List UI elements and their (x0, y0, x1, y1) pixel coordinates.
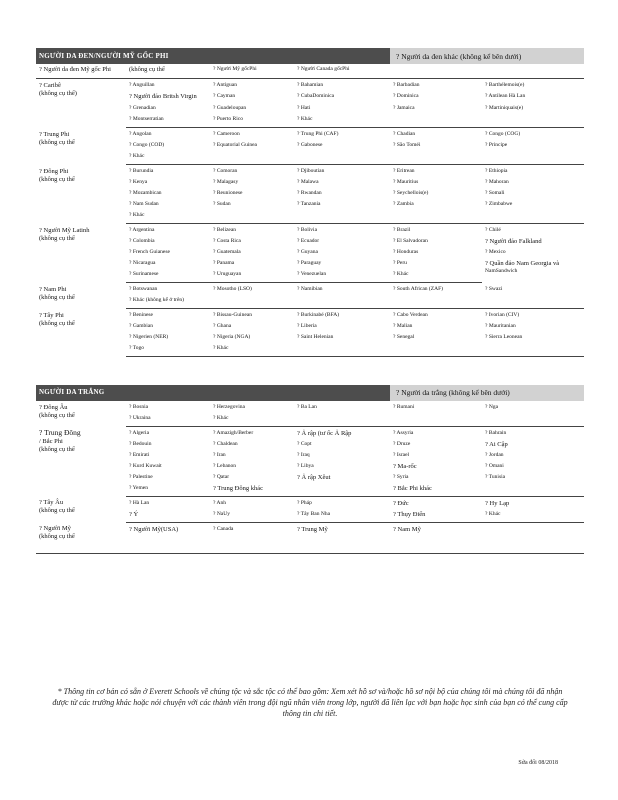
option-bissau-guinean[interactable]: ? Bissau-Guinean (213, 312, 252, 318)
option-lebanon[interactable]: ? Lebanon (213, 462, 237, 469)
option-falkland[interactable]: ? Người đảo Falkland (485, 238, 542, 245)
option-nigerien[interactable]: ? Nigerien (NER) (129, 334, 169, 340)
option-senegal[interactable]: ? Senegal (393, 334, 415, 340)
option-other[interactable]: ? Khác (390, 269, 482, 283)
section-title-black: NGƯỜI DA ĐEN/NGƯỜI MỸ GỐC PHI (36, 48, 390, 64)
option-amazigh[interactable]: ? Amazigh/Berber (213, 429, 254, 436)
option-sao-tome[interactable]: ? São Toméi (393, 142, 421, 148)
option-israel[interactable]: ? Israel (393, 451, 410, 458)
option-bahrain[interactable]: ? Bahrain (485, 429, 507, 436)
option-copt[interactable]: ? Copt (297, 440, 312, 447)
option-poland[interactable]: ? Ba Lan (297, 403, 317, 410)
option-other-north-africa[interactable]: ? Bắc Phi khác (390, 483, 482, 497)
west-africa-row (36, 309, 584, 322)
option-tanzania[interactable]: ? Tanzania (297, 201, 321, 207)
option-mexico[interactable]: ? Mexico (485, 249, 506, 255)
option-belizean[interactable]: ? Belizean (213, 227, 237, 233)
option-ecuador[interactable]: ? Ecuador (297, 238, 320, 244)
option-mauritian[interactable]: ? Mauritius (393, 179, 419, 185)
region-eastern-europe[interactable]: ? Đông Âu (không cụ thể (39, 403, 75, 419)
american-row (36, 522, 584, 554)
option-south-african[interactable]: ? South African (ZAF) (393, 286, 443, 292)
option-assyria[interactable]: ? Assyria (393, 429, 414, 436)
option-egypt[interactable]: ? Ai Cập (485, 440, 508, 448)
region-western-europe[interactable]: ? Tây Âu (không cụ thể (39, 499, 75, 514)
option-puerto-rico[interactable]: ? Puerto Rico (210, 114, 294, 128)
option-ethiopian[interactable]: ? Ethiopia (485, 168, 508, 174)
option-mosotho[interactable]: ? Mosotho (LSO) (213, 286, 252, 292)
option-germany[interactable]: ? Đức (393, 499, 409, 507)
option-jamaica[interactable]: ? Jamaica (393, 105, 415, 111)
option-barbadian[interactable]: ? Barbadian (393, 82, 420, 88)
option-central-america[interactable]: ? Trung Mỹ (294, 522, 390, 554)
option-morocco[interactable]: ? Ma-rốc (393, 462, 417, 470)
section-header-white (36, 385, 584, 401)
section-header-black (36, 48, 584, 64)
option-libya[interactable]: ? Libya (297, 462, 314, 469)
mena-row (36, 426, 584, 439)
option-mozambican[interactable]: ? Mozambican (129, 190, 162, 196)
option-other[interactable]: ? Khác (126, 210, 210, 224)
option-greece[interactable]: ? Hy Lạp (485, 499, 510, 507)
latin-america-row (36, 224, 584, 237)
option-dominica[interactable]: ? Dominica (393, 93, 419, 99)
option-equatorial-guinea[interactable]: ? Equatorial Guinea (213, 142, 257, 148)
option-french-guianese[interactable]: ? French Guianese (129, 249, 170, 255)
option-comoran[interactable]: ? Comoran (213, 168, 238, 174)
footnote: * Thông tin cơ bản có sẵn ở Everett Schools về chủng tộc và sắc tộc có thể bao gồm: Xem xét hồ sơ và/hoặc hồ sơ nội bộ của chúng tôi mà chúng tôi đã nhận được từ các trường khác hoặc nói chuyện với các thành viên trong đội ngũ nhân viên trong lớp, người đã liên lạc với bạn hoặc học sinh của bạn có thể cung cấp thông tin chi tiết. (52, 687, 568, 718)
option-central-african[interactable]: ? Trung Phi (CAF) (297, 131, 339, 137)
option-italy[interactable]: ? Ý (126, 509, 210, 523)
option-england[interactable]: ? Anh (213, 499, 226, 506)
option-usa[interactable]: ? Người Mỹ(USA) (126, 522, 210, 554)
option-chadian[interactable]: ? Chadian (393, 131, 416, 137)
option-peru[interactable]: ? Peru (393, 260, 407, 266)
option-namibian[interactable]: ? Namibian (297, 286, 323, 292)
option-botswanan[interactable]: ? Botswanan (129, 286, 158, 292)
option-druze[interactable]: ? Druze (393, 440, 411, 447)
caribbean-row (36, 79, 584, 92)
option-congo-cod[interactable]: ? Congo (COD) (129, 142, 165, 148)
option-togo[interactable]: ? Togo (126, 343, 210, 357)
option-other[interactable]: ? Khác (482, 509, 584, 523)
option-ivorian[interactable]: ? Ivorian (CIV) (485, 312, 520, 318)
region-caribbean[interactable]: ? Caribê (không cụ thể) (39, 82, 77, 97)
option-iran[interactable]: ? Iran (213, 451, 226, 458)
option-barthelemois[interactable]: ? Barthélemois(e) (485, 82, 525, 88)
option-netherlands[interactable]: ? Hà Lan (129, 499, 150, 506)
option-burundian[interactable]: ? Burundia (129, 168, 154, 174)
section-spacer (36, 357, 584, 385)
option-nicaragua[interactable]: ? Nicaragua (129, 260, 156, 266)
option-mahoran[interactable]: ? Mahoran (485, 179, 509, 185)
option-swazi[interactable]: ? Swazi (485, 285, 503, 292)
option-ghana[interactable]: ? Ghana (213, 323, 232, 329)
option-martiniquais[interactable]: ? Martiniquais(e) (485, 105, 524, 111)
east-africa-row (36, 165, 584, 178)
option-argentina[interactable]: ? Argentina (129, 227, 155, 233)
option-afro-american[interactable]: ? Người Mỹ gốcPhi (210, 64, 294, 79)
option-guatemala[interactable]: ? Guatemala (213, 249, 241, 255)
option-dutch-antillean[interactable]: ? Antilean Hà Lan (485, 93, 526, 99)
other-black-option[interactable]: ? Người da đen khác (không kể bên dưới) (390, 48, 584, 64)
option-south-georgia[interactable]: ? Quần đảo Nam Georgia và NamSandwich (485, 260, 560, 274)
option-tunisia[interactable]: ? Tunisia (485, 473, 506, 480)
option-emirati[interactable]: ? Emirati (129, 451, 150, 458)
option-djiboutian[interactable]: ? Djiboutian (297, 168, 325, 174)
black-general-row (36, 64, 584, 79)
option-uruguayan[interactable]: ? Uruguayan (210, 269, 294, 283)
region-american[interactable]: ? Người Mỹ (không cụ thể (36, 522, 126, 554)
southern-africa-row (36, 283, 584, 296)
option-romania[interactable]: ? Rumani (393, 403, 415, 410)
revision-date: Sửa đổi 08/2018 (518, 760, 558, 766)
region-middle-east[interactable]: ? Trung Đông / Bắc Phi (không cụ thể (39, 428, 81, 453)
option-haiti[interactable]: ? Hati (297, 105, 311, 111)
option-syria[interactable]: ? Syria (393, 473, 409, 480)
other-white-option[interactable]: ? Người da trắng (không kể bên dưới) (390, 385, 584, 401)
option-el-salvador[interactable]: ? El Salvadoran (393, 238, 428, 244)
option-spain[interactable]: ? Tây Ban Nha (294, 509, 390, 523)
option-malawian[interactable]: ? Malawa (297, 179, 319, 185)
option-cayman[interactable]: ? Cayman (213, 93, 236, 99)
option-guyana[interactable]: ? Guyana (297, 249, 318, 255)
option-other[interactable]: ? Khác (không kể ở trên) (126, 295, 294, 309)
option-bahamian[interactable]: ? Bahamian (297, 82, 324, 88)
option-malian[interactable]: ? Malian (393, 323, 413, 329)
option-qatar[interactable]: ? Qatar (213, 473, 230, 480)
option-anguillan[interactable]: ? Anguillan (129, 82, 155, 88)
option-angolan[interactable]: ? Angolan (129, 131, 152, 137)
option-panama[interactable]: ? Panama (213, 260, 235, 266)
central-africa-row (36, 128, 584, 141)
option-palestine[interactable]: ? Palestine (129, 473, 153, 480)
option-seychellois[interactable]: ? Seychellois(e) (393, 190, 429, 196)
option-bedouin[interactable]: ? Bedouin (129, 440, 152, 447)
option-somali[interactable]: ? Somali (485, 190, 505, 196)
option-eritrean[interactable]: ? Eritrean (393, 168, 415, 174)
option-brazil[interactable]: ? Brazil (393, 227, 411, 233)
eastern-europe-row (36, 401, 584, 413)
western-europe-row (36, 496, 584, 509)
option-montserratian[interactable]: ? Montserratian (126, 114, 210, 128)
region-east-africa[interactable]: ? Đông Phi (không cụ thể (39, 167, 75, 183)
option-canada[interactable]: ? Canada (210, 522, 294, 554)
option-beninese[interactable]: ? Beninese (129, 312, 153, 318)
option-liberia[interactable]: ? Liberia (297, 323, 317, 329)
option-saint-helenian[interactable]: ? Saint Helenian (297, 334, 334, 340)
region-central-africa[interactable]: ? Trung Phi (không cụ thể (39, 130, 75, 146)
option-herzegovina[interactable]: ? Herzegovina (213, 403, 245, 410)
option-burkinabe[interactable]: ? Burkinabé (BFA) (297, 312, 340, 318)
option-jordan[interactable]: ? Jordan (485, 451, 504, 458)
option-antiguan[interactable]: ? Antiguan (213, 82, 237, 88)
region-latin-america[interactable]: ? Người Mỹ Latinh (không cụ thể (39, 226, 90, 242)
option-paraguay[interactable]: ? Paraguay (297, 260, 322, 266)
option-venezuelan[interactable]: ? Venezuelan (294, 269, 390, 283)
option-sierra-leonean[interactable]: ? Sierra Leonean (485, 334, 523, 340)
option-zimbabwe[interactable]: ? Zimbabwe (485, 201, 513, 207)
option-honduras[interactable]: ? Honduras (393, 249, 419, 255)
option-chaldean[interactable]: ? Chaldean (213, 440, 238, 447)
option-algeria[interactable]: ? Algeria (129, 429, 150, 436)
option-sweden[interactable]: ? Thụy Điển (390, 509, 482, 523)
option-mauritanian[interactable]: ? Mauritanian (485, 323, 516, 329)
option-ukraine[interactable]: ? Ukraina (126, 413, 210, 427)
option-nigeria[interactable]: ? Nigeria (NGA) (213, 334, 251, 340)
option-other[interactable]: ? Khác (210, 343, 294, 357)
option-gabonese[interactable]: ? Gabonese (297, 142, 323, 148)
option-grenadian[interactable]: ? Grenadian (129, 105, 156, 111)
option-afro-canadian[interactable]: ? Người Canada gốcPhi (294, 64, 390, 79)
ethnicity-form (36, 48, 584, 554)
option-other[interactable]: ? Khác (294, 114, 390, 128)
option-zambia[interactable]: ? Zambia (393, 201, 414, 207)
option-south-america[interactable]: ? Nam Mỹ (390, 522, 482, 554)
option-south-sudan[interactable]: ? Nam Sudan (129, 201, 159, 207)
option-british-virgin[interactable]: ? Người đảo Britsh Virgin (129, 93, 197, 100)
region-southern-africa[interactable]: ? Nam Phi (không cụ thể (39, 285, 75, 301)
option-costa-rica[interactable]: ? Costa Rica (213, 238, 241, 244)
option-principe[interactable]: ? Principe (485, 142, 508, 148)
option-iraq[interactable]: ? Iraq (297, 451, 310, 458)
option-other[interactable]: ? Khác (126, 151, 210, 165)
option-kurd-kuwait[interactable]: ? Kurd Kuwait (129, 462, 162, 469)
region-west-africa[interactable]: ? Tây Phi (không cụ thể (39, 311, 75, 327)
option-russia[interactable]: ? Nga (485, 403, 499, 410)
option-congo-cog[interactable]: ? Congo (COG) (485, 131, 521, 137)
option-unspecified: (không cụ thể (126, 64, 210, 79)
option-saudi[interactable]: ? Ả rập Xêut (297, 473, 331, 481)
option-other-middle-east[interactable]: ? Trung Đông khác (210, 483, 294, 497)
option-reunionese[interactable]: ? Reunionese (213, 190, 243, 196)
option-sudan[interactable]: ? Sudan (213, 201, 231, 207)
option-cabo-verdean[interactable]: ? Cabo Verdean (393, 312, 428, 318)
option-colombia[interactable]: ? Colombia (129, 238, 155, 244)
option-african-american[interactable]: ? Người da đen Mỹ gốc Phi (36, 64, 126, 79)
option-chile[interactable]: ? Chilé (485, 227, 501, 233)
option-gambian[interactable]: ? Gambian (129, 323, 153, 329)
option-other[interactable]: ? Khác (210, 413, 294, 427)
option-guadeloupan[interactable]: ? Guadeloupan (213, 105, 247, 111)
option-bosnia[interactable]: ? Bosnia (129, 403, 149, 410)
option-bolivia[interactable]: ? Bolivia (297, 227, 318, 233)
option-norway[interactable]: ? NaUy (210, 509, 294, 523)
option-yemen[interactable]: ? Yemen (126, 483, 210, 497)
option-surinamese[interactable]: ? Surinamese (126, 269, 210, 283)
section-title-white: NGƯỜI DA TRẮNG (36, 385, 390, 401)
option-cuba-dominica[interactable]: ? CubaDominica (297, 93, 335, 99)
option-rwandan[interactable]: ? Rwandan (297, 190, 322, 196)
option-kenyan[interactable]: ? Kenya (129, 179, 148, 185)
option-omani[interactable]: ? Omani (485, 462, 504, 469)
option-cameroon[interactable]: ? Cameroon (213, 131, 240, 137)
option-arab[interactable]: ? Ả rập (tư ốc Ả Rập (297, 429, 352, 437)
race-ethnicity-table (36, 48, 584, 554)
option-france[interactable]: ? Pháp (297, 499, 312, 506)
option-malagasy[interactable]: ? Malagasy (213, 179, 239, 185)
